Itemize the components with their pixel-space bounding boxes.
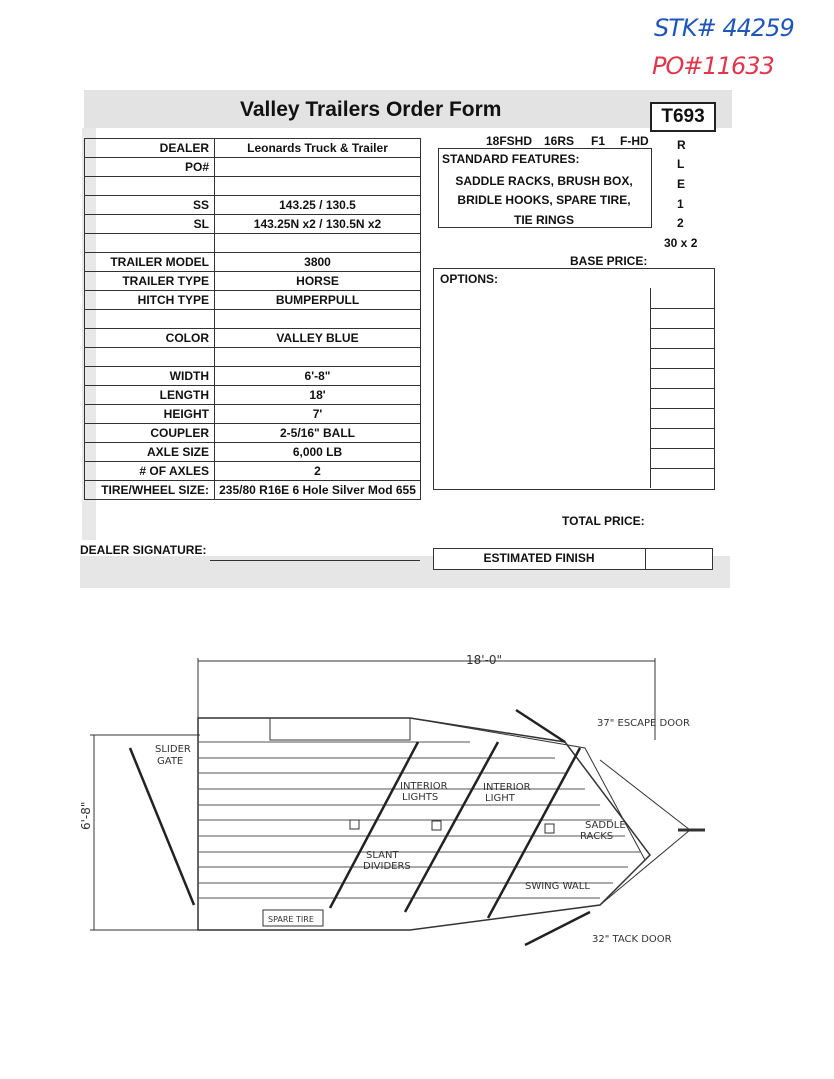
field-value: 6'-8"	[215, 367, 421, 386]
swing-wall-label: SWING WALL	[525, 881, 590, 892]
field-value: 2-5/16" BALL	[215, 424, 421, 443]
option-code: E	[677, 177, 686, 191]
stock-box: T693	[650, 102, 716, 132]
roof-vent	[270, 718, 410, 740]
saddle-racks-label: RACKS	[580, 831, 614, 842]
field-value: 18'	[215, 386, 421, 405]
interior-light	[432, 821, 441, 830]
width-dimension-label: 6'-8"	[79, 801, 93, 830]
model-code: F1	[591, 134, 606, 148]
slant-divider	[405, 742, 498, 912]
field-label: AXLE SIZE	[85, 443, 215, 462]
interior-lights-label: LIGHTS	[402, 792, 439, 803]
field-label: TIRE/WHEEL SIZE:	[85, 481, 215, 500]
base-price-label: BASE PRICE:	[570, 254, 648, 268]
interior-lights-label: INTERIOR	[400, 781, 448, 792]
slider-gate-label: SLIDER	[155, 744, 191, 755]
saddle-racks-label: SADDLE	[585, 820, 626, 831]
field-value: 3800	[215, 253, 421, 272]
interior-light-label: INTERIOR	[483, 782, 531, 793]
escape-door-label: 37" ESCAPE DOOR	[597, 718, 690, 729]
slider-gate-label: GATE	[157, 756, 184, 767]
field-value: 6,000 LB	[215, 443, 421, 462]
field-label: DEALER	[85, 139, 215, 158]
field-value: 235/80 R16E 6 Hole Silver Mod 655	[215, 481, 421, 500]
field-value: 7'	[215, 405, 421, 424]
field-value: BUMPERPULL	[215, 291, 421, 310]
model-code: 16RS	[544, 134, 575, 148]
option-code: R	[677, 138, 686, 152]
tack-door	[525, 912, 590, 945]
option-code: L	[677, 157, 685, 171]
field-label: TRAILER MODEL	[85, 253, 215, 272]
estimated-finish-label: ESTIMATED FINISH	[483, 551, 595, 565]
field-label: COUPLER	[85, 424, 215, 443]
field-value: Leonards Truck & Trailer	[215, 139, 421, 158]
field-label: HITCH TYPE	[85, 291, 215, 310]
model-code: 18FSHD	[486, 134, 533, 148]
field-label: SS	[85, 196, 215, 215]
field-label: PO#	[85, 158, 215, 177]
field-label: WIDTH	[85, 367, 215, 386]
field-label: LENGTH	[85, 386, 215, 405]
standard-features-label: STANDARD FEATURES:	[442, 152, 580, 166]
slant-dividers-label: SLANT	[366, 850, 399, 861]
spare-tire-label: SPARE TIRE	[268, 915, 314, 924]
field-value: VALLEY BLUE	[215, 329, 421, 348]
field-value: 143.25N x2 / 130.5N x2	[215, 215, 421, 234]
feature-line: TIE RINGS	[513, 213, 574, 227]
field-label: TRAILER TYPE	[85, 272, 215, 291]
length-dimension-label: 18'-0"	[466, 653, 503, 667]
field-label: HEIGHT	[85, 405, 215, 424]
slider-gate	[130, 748, 194, 905]
dealer-signature-label: DEALER SIGNATURE:	[80, 543, 207, 557]
field-label: SL	[85, 215, 215, 234]
feature-line: SADDLE RACKS, BRUSH BOX,	[455, 174, 633, 188]
option-code: 30 x 2	[664, 236, 698, 250]
field-value: HORSE	[215, 272, 421, 291]
handwritten-po-number: PO#11633	[652, 52, 774, 80]
interior-light-label: LIGHT	[485, 793, 515, 804]
field-label: COLOR	[85, 329, 215, 348]
option-code: 2	[677, 216, 684, 230]
total-price-label: TOTAL PRICE:	[562, 514, 645, 528]
handwritten-stock-number: STK# 44259	[654, 14, 794, 42]
interior-light	[545, 824, 554, 833]
model-code: F-HD	[620, 134, 649, 148]
tack-door-label: 32" TACK DOOR	[592, 934, 672, 945]
option-code: 1	[677, 197, 684, 211]
interior-light	[350, 820, 359, 829]
field-value: 143.25 / 130.5	[215, 196, 421, 215]
options-label: OPTIONS:	[440, 272, 499, 286]
field-label: # OF AXLES	[85, 462, 215, 481]
form-title: Valley Trailers Order Form	[240, 98, 502, 121]
slant-dividers-label: DIVIDERS	[363, 861, 411, 872]
feature-line: BRIDLE HOOKS, SPARE TIRE,	[457, 193, 631, 207]
field-value: 2	[215, 462, 421, 481]
